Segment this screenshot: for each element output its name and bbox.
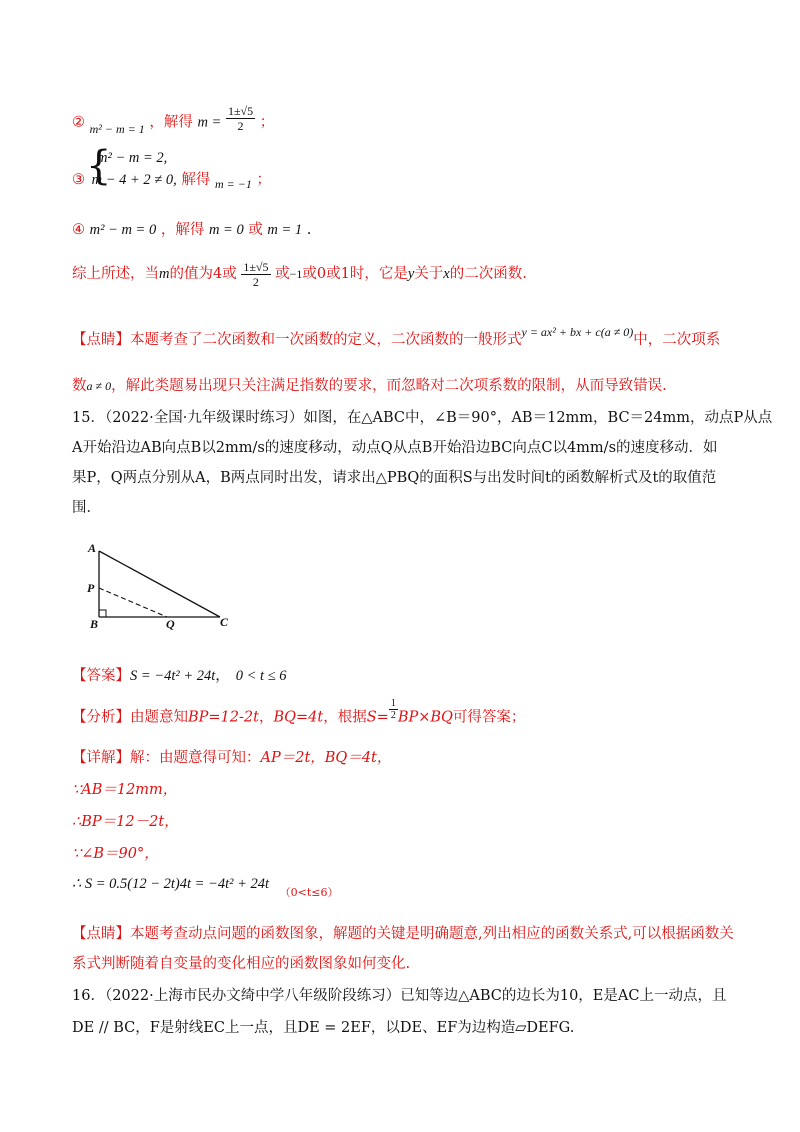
case-4-equation: m² − m = 0 [89,222,157,238]
analysis-s: S= [366,709,389,726]
detail-text-a: 【详解】解：由题意得可知： [72,750,261,766]
case-4-number: ④ [72,222,85,238]
q16-line2: DE // BC，F是射线EC上一点，且DE = 2EF，以DE、EF为边构造▱DEFG. [72,1020,575,1036]
case-4-result-2: m = 1 [267,222,303,238]
analysis-product: BP×BQ [397,709,453,726]
detail-line1 [72,748,391,768]
answer-line [72,666,287,686]
label-a: A [88,541,97,555]
summary-text-g: 的二次函数. [449,266,527,282]
detail-line3: ∴BP＝12－2t， [72,814,179,830]
summary-text-b: 的值为4或 [169,266,237,282]
right-angle-mark [99,610,106,617]
tip1-general-form: y = ax² + bx + c(a ≠ 0) [521,325,634,339]
system-equation-2: m − 4 + 2 ≠ 0, [91,172,177,188]
system-brace: { [86,143,112,189]
q15-line2: A开始沿边AB向点B以2mm/s的速度移动，动点Q从点B开始沿边BC向点C以4mm/s的速度移动．如 [72,440,718,456]
summary-text-f: 关于 [414,266,444,282]
case-2-equation: m² − m = 1 [89,121,145,136]
q15-line3: 果P，Q两点分别从A，B两点同时出发，请求出△PBQ的面积S与出发时间t的函数解析式及t的取值范 [72,470,717,486]
detail-line5 [72,874,339,899]
case-3-result: m = −1 [214,177,252,191]
q15-line1: 15．（2022·全国·九年级课时练习）如图，在△ABC中，∠B＝90°，AB＝12mm，BC＝24mm，动点P从点 [72,410,773,426]
summary-fraction [241,260,270,289]
fraction-numerator: 1±√5 [227,104,254,118]
tip2-line2: 系式判断随着自变量的变化相应的函数图象如何变化. [72,956,411,972]
label-q: Q [166,617,175,630]
answer-range: 0 < t ≤ 6 [235,668,287,684]
fraction-denominator: 2 [237,119,244,133]
tip1-text-d: ，解此类题易出现只关注满足指数的要求，而忽略对二次项系数的限制，从而导致错误. [111,378,667,394]
answer-formula: S = −4t² + 24t [130,668,216,684]
label-b: B [90,617,99,630]
analysis-text-e: ，根据 [323,709,367,726]
case-3-system-row1 [97,148,167,168]
fraction-numerator: 1 [390,698,396,709]
analysis-fraction [389,698,398,721]
triangle-figure [82,538,242,630]
analysis-comma: ， [258,709,274,726]
q16-line1: 16．（2022·上海市民办文绮中学八年级阶段练习）已知等边△ABC的边长为10，E是AC上一动点，且 [72,988,727,1004]
label-c: C [220,615,229,629]
summary-line [72,252,527,296]
system-equation-1: m² − m = 2, [97,150,168,166]
tip1-text-a: 【点睛】本题考查了二次函数和一次函数的定义，二次函数的一般形式 [72,332,522,348]
tip2-line1: 【点睛】本题考查动点问题的函数图象，解题的关键是明确题意,列出相应的函数关系式,可以根据函数关 [72,926,734,942]
summary-text-e: 或0或1时，它是 [302,266,408,282]
case-2-line [72,104,275,137]
case-4-or: 或 [248,222,263,238]
tip1-condition: a ≠ 0 [86,379,112,393]
case-4-line [72,220,311,240]
case-3-number: ③ [72,172,85,188]
detail-line2: ∵AB＝12mm， [72,782,178,798]
analysis-line [72,698,526,729]
detail-range: （0<t≤6） [279,886,339,899]
q15-line4: 围． [72,500,101,516]
case-2-fraction [226,104,255,133]
label-p: P [87,581,95,595]
summary-text-c: 或 [275,266,290,282]
summary-text-a: 综上所述，当 [72,266,159,282]
summary-var-y: y [407,266,415,282]
detail-line4: ∵∠B＝90°， [72,846,159,862]
analysis-bp: BP=12-2t [188,709,259,726]
case-3-line [72,170,271,190]
case-2-end: ； [259,114,275,131]
answer-separator: ， [215,668,230,684]
fraction-numerator: 1±√5 [243,259,269,274]
analysis-text-a: 【分析】由题意知 [72,709,188,726]
summary-var-m: m [159,266,170,282]
answer-tag: 【答案】 [72,668,130,684]
analysis-text-h: 可得答案； [452,709,526,726]
case-2-lhs: m = [197,114,222,131]
analysis-bq: BQ=4t [273,709,324,726]
case-4-solve-label: ，解得 [160,222,205,238]
case-3-solve-label: 解得 [181,172,211,188]
case-3-end: ； [256,172,271,188]
tip1-text-c: 数 [72,378,87,394]
side-ac [99,551,220,617]
tip1-line2 [72,376,667,396]
detail-text-b: AP＝2t，BQ＝4t， [260,750,392,766]
case-4-end: . [306,222,312,238]
detail-final-equation: ∴ S = 0.5(12 − 2t)4t = −4t² + 24t [72,876,270,892]
tip1-text-b: 中，二次项系 [633,332,721,348]
case-2-solve-label: ，解得 [149,114,193,131]
case-4-result-1: m = 0 [208,222,244,238]
tip1-line1 [72,325,721,350]
segment-pq [99,588,167,617]
summary-neg-one: −1 [289,267,303,281]
case-2-number: ② [72,114,85,131]
fraction-denominator: 2 [252,274,259,289]
summary-var-x: x [443,266,450,282]
fraction-denominator: 2 [390,710,396,721]
